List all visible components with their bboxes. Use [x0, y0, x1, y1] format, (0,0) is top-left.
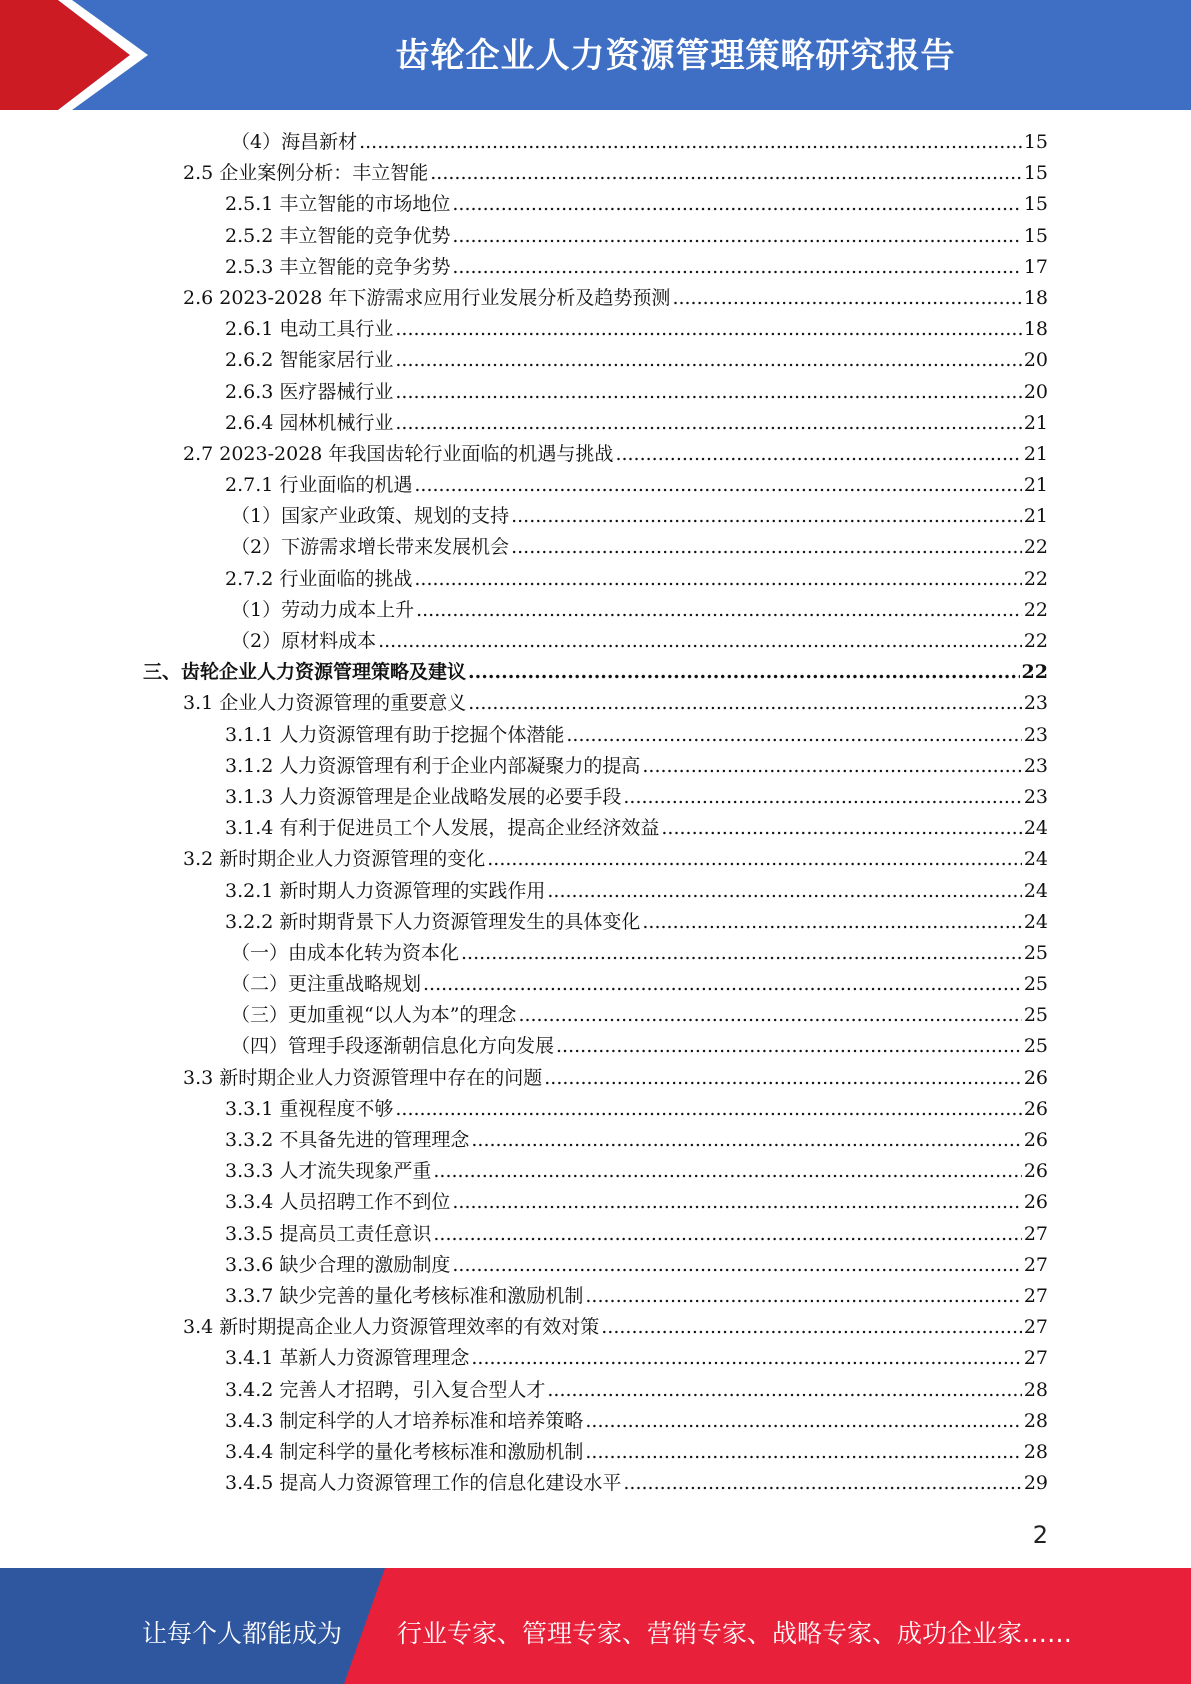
toc-entry-page: 21 — [1023, 411, 1048, 434]
toc-entry[interactable] — [0, 1094, 1191, 1125]
toc-dot-leader — [471, 1125, 1021, 1156]
toc-dot-leader — [359, 127, 1022, 158]
toc-entry-title: 3.3.6 缺少合理的激励制度 — [225, 1253, 451, 1276]
toc-entry[interactable] — [0, 377, 1191, 408]
toc-dot-leader — [642, 751, 1021, 782]
toc-entry-page: 24 — [1023, 879, 1048, 902]
toc-entry[interactable] — [0, 345, 1191, 376]
toc-entry-title: 3.4 新时期提高企业人力资源管理效率的有效对策 — [183, 1316, 600, 1339]
toc-entry-title: 3.3 新时期企业人力资源管理中存在的问题 — [183, 1066, 543, 1089]
page-number: 2 — [1032, 1521, 1048, 1549]
toc-entry-title: （二）更注重战略规划 — [231, 973, 422, 996]
toc-entry-page: 17 — [1023, 255, 1048, 278]
toc-entry[interactable] — [0, 1156, 1191, 1187]
toc-entry[interactable] — [0, 1063, 1191, 1094]
toc-entry[interactable] — [0, 470, 1191, 501]
toc-entry[interactable] — [0, 564, 1191, 595]
toc-entry-page: 20 — [1023, 349, 1048, 372]
toc-dot-leader — [414, 470, 1021, 501]
toc-entry[interactable] — [0, 1000, 1191, 1031]
toc-entry-title: 2.7.2 行业面临的挑战 — [225, 567, 413, 590]
toc-dot-leader — [395, 345, 1021, 376]
toc-dot-leader — [585, 1281, 1021, 1312]
toc-entry[interactable] — [0, 751, 1191, 782]
toc-dot-leader — [547, 876, 1021, 907]
toc-dot-leader — [461, 938, 1022, 969]
toc-entry[interactable] — [0, 283, 1191, 314]
toc-dot-leader — [468, 657, 1020, 688]
toc-entry[interactable] — [0, 501, 1191, 532]
toc-entry-page: 27 — [1023, 1284, 1048, 1307]
toc-entry-title: 3.4.3 制定科学的人才培养标准和培养策略 — [225, 1409, 584, 1432]
toc-entry[interactable] — [0, 1343, 1191, 1374]
toc-entry-page: 18 — [1023, 318, 1048, 341]
table-of-contents — [0, 127, 1191, 1499]
toc-entry[interactable] — [0, 720, 1191, 751]
toc-entry[interactable] — [0, 1406, 1191, 1437]
toc-entry-page: 26 — [1023, 1097, 1048, 1120]
toc-entry-title: 2.6 2023-2028 年下游需求应用行业发展分析及趋势预测 — [183, 286, 671, 309]
toc-entry-title: 3.1.1 人力资源管理有助于挖掘个体潜能 — [225, 723, 565, 746]
toc-entry-page: 26 — [1023, 1066, 1048, 1089]
toc-dot-leader — [585, 1437, 1021, 1468]
toc-dot-leader — [518, 1000, 1021, 1031]
toc-dot-leader — [615, 439, 1021, 470]
header-band — [0, 0, 1191, 110]
toc-entry-page: 15 — [1023, 193, 1048, 216]
toc-entry-page: 21 — [1023, 474, 1048, 497]
toc-entry-page: 15 — [1023, 162, 1048, 185]
toc-entry[interactable] — [0, 1031, 1191, 1062]
toc-entry[interactable] — [0, 844, 1191, 875]
toc-entry-page: 25 — [1023, 941, 1048, 964]
toc-entry[interactable] — [0, 938, 1191, 969]
toc-entry-title: 2.7 2023-2028 年我国齿轮行业面临的机遇与挑战 — [183, 442, 614, 465]
toc-dot-leader — [468, 688, 1022, 719]
toc-entry[interactable] — [0, 158, 1191, 189]
toc-entry-title: 3.4.1 革新人力资源管理理念 — [225, 1347, 470, 1370]
toc-entry[interactable] — [0, 876, 1191, 907]
toc-dot-leader — [395, 314, 1021, 345]
toc-entry-title: 2.7.1 行业面临的机遇 — [225, 474, 413, 497]
toc-entry-title: 2.6.3 医疗器械行业 — [225, 380, 394, 403]
toc-entry-page: 21 — [1023, 442, 1048, 465]
toc-dot-leader — [378, 626, 1022, 657]
toc-entry[interactable] — [0, 969, 1191, 1000]
toc-entry-title: 2.5.1 丰立智能的市场地位 — [225, 193, 451, 216]
toc-entry-title: 3.1.3 人力资源管理是企业战略发展的必要手段 — [225, 785, 622, 808]
toc-entry-page: 20 — [1023, 380, 1048, 403]
toc-entry-title: （1）国家产业政策、规划的支持 — [231, 505, 510, 528]
toc-entry-page: 25 — [1023, 1035, 1048, 1058]
toc-entry-title: 2.5.3 丰立智能的竞争劣势 — [225, 255, 451, 278]
toc-entry[interactable] — [0, 907, 1191, 938]
toc-entry-title: （1）劳动力成本上升 — [231, 598, 415, 621]
toc-dot-leader — [452, 252, 1021, 283]
toc-entry[interactable] — [0, 127, 1191, 158]
toc-dot-leader — [430, 158, 1022, 189]
toc-entry-page: 26 — [1023, 1160, 1048, 1183]
toc-entry-page: 27 — [1023, 1253, 1048, 1276]
toc-dot-leader — [601, 1312, 1022, 1343]
toc-entry-title: 3.1.2 人力资源管理有利于企业内部凝聚力的提高 — [225, 754, 641, 777]
toc-entry-title: 2.6.4 园林机械行业 — [225, 411, 394, 434]
toc-entry[interactable] — [0, 688, 1191, 719]
toc-dot-leader — [511, 501, 1022, 532]
toc-dot-leader — [452, 1187, 1021, 1218]
toc-entry-title: （三）更加重视“以人为本”的理念 — [231, 1004, 517, 1027]
toc-entry-page: 27 — [1023, 1347, 1048, 1370]
toc-entry-page: 29 — [1023, 1472, 1048, 1495]
toc-dot-leader — [433, 1219, 1021, 1250]
toc-entry-page: 25 — [1023, 973, 1048, 996]
toc-dot-leader — [395, 408, 1021, 439]
toc-entry-title: 2.6.1 电动工具行业 — [225, 318, 394, 341]
toc-dot-leader — [487, 844, 1022, 875]
toc-entry[interactable] — [0, 1468, 1191, 1499]
toc-entry[interactable] — [0, 1187, 1191, 1218]
toc-entry[interactable] — [0, 1250, 1191, 1281]
toc-entry-page: 24 — [1023, 848, 1048, 871]
toc-entry[interactable] — [0, 1125, 1191, 1156]
toc-entry-page: 22 — [1023, 536, 1048, 559]
toc-entry-title: 3.3.2 不具备先进的管理理念 — [225, 1129, 470, 1151]
toc-entry[interactable] — [0, 221, 1191, 252]
toc-dot-leader — [452, 1250, 1021, 1281]
toc-entry-title: 3.3.7 缺少完善的量化考核标准和激励机制 — [225, 1284, 584, 1307]
toc-entry-title: 3.4.2 完善人才招聘，引入复合型人才 — [225, 1378, 546, 1401]
toc-dot-leader — [672, 283, 1021, 314]
toc-entry-page: 21 — [1023, 505, 1048, 528]
toc-entry-title: 3.3.4 人员招聘工作不到位 — [225, 1191, 451, 1214]
toc-entry[interactable] — [0, 408, 1191, 439]
toc-entry[interactable] — [0, 1281, 1191, 1312]
toc-entry-title: 3.3.3 人才流失现象严重 — [225, 1160, 432, 1183]
toc-entry-title: 3.1 企业人力资源管理的重要意义 — [183, 692, 467, 715]
toc-entry-title: 3.4.5 提高人力资源管理工作的信息化建设水平 — [225, 1472, 622, 1495]
toc-entry-page: 25 — [1023, 1004, 1048, 1027]
toc-entry[interactable] — [0, 595, 1191, 626]
toc-entry-page: 23 — [1023, 692, 1048, 715]
toc-entry-page: 28 — [1023, 1409, 1048, 1432]
toc-entry[interactable] — [0, 314, 1191, 345]
toc-entry-page: 22 — [1021, 661, 1048, 684]
toc-entry[interactable] — [0, 1437, 1191, 1468]
toc-dot-leader — [414, 564, 1021, 595]
toc-entry-title: （一）由成本化转为资本化 — [231, 941, 460, 964]
toc-dot-leader — [623, 1468, 1021, 1499]
toc-dot-leader — [471, 1343, 1021, 1374]
toc-entry-title: 2.6.2 智能家居行业 — [225, 349, 394, 372]
toc-entry-page: 26 — [1023, 1191, 1048, 1214]
toc-entry[interactable] — [0, 626, 1191, 657]
toc-entry-page: 23 — [1023, 723, 1048, 746]
toc-entry-title: （4）海昌新材 — [231, 131, 358, 153]
toc-entry-title: 3.2.2 新时期背景下人力资源管理发生的具体变化 — [225, 910, 641, 933]
footer-band — [0, 1568, 1191, 1684]
toc-dot-leader — [395, 377, 1021, 408]
toc-entry-title: 2.5.2 丰立智能的竞争优势 — [225, 224, 451, 247]
toc-entry-page: 24 — [1023, 817, 1048, 840]
toc-entry-page: 22 — [1023, 567, 1048, 590]
toc-entry-page: 28 — [1023, 1440, 1048, 1463]
toc-entry[interactable] — [0, 1375, 1191, 1406]
toc-entry-title: 2.5 企业案例分析：丰立智能 — [183, 162, 429, 185]
toc-entry-page: 28 — [1023, 1378, 1048, 1401]
toc-dot-leader — [623, 782, 1021, 813]
toc-dot-leader — [556, 1031, 1022, 1062]
toc-entry[interactable] — [0, 657, 1191, 688]
toc-entry-title: 3.3.1 重视程度不够 — [225, 1097, 394, 1120]
toc-entry-page: 18 — [1023, 286, 1048, 309]
toc-entry-title: 三、齿轮企业人力资源管理策略及建议 — [143, 661, 467, 684]
toc-dot-leader — [566, 720, 1021, 751]
toc-dot-leader — [544, 1063, 1022, 1094]
toc-entry-title: 3.2 新时期企业人力资源管理的变化 — [183, 848, 486, 871]
toc-dot-leader — [452, 189, 1021, 220]
toc-entry-page: 22 — [1023, 630, 1048, 652]
toc-entry-page: 15 — [1023, 131, 1048, 153]
toc-dot-leader — [585, 1406, 1021, 1437]
toc-entry[interactable] — [0, 1312, 1191, 1343]
toc-entry-page: 27 — [1023, 1316, 1048, 1339]
header-arrow-graphic — [0, 0, 160, 110]
toc-entry-title: 3.4.4 制定科学的量化考核标准和激励机制 — [225, 1440, 584, 1463]
toc-entry-title: 3.1.4 有利于促进员工个人发展，提高企业经济效益 — [225, 817, 660, 840]
toc-entry-title: （2）下游需求增长带来发展机会 — [231, 536, 510, 559]
toc-dot-leader — [547, 1375, 1021, 1406]
toc-dot-leader — [511, 532, 1022, 563]
toc-dot-leader — [395, 1094, 1021, 1125]
toc-dot-leader — [642, 907, 1021, 938]
toc-entry[interactable] — [0, 813, 1191, 844]
toc-entry[interactable] — [0, 252, 1191, 283]
toc-entry-title: 3.2.1 新时期人力资源管理的实践作用 — [225, 879, 546, 902]
toc-entry-page: 23 — [1023, 754, 1048, 777]
toc-entry-page: 24 — [1023, 910, 1048, 933]
toc-entry[interactable] — [0, 782, 1191, 813]
toc-dot-leader — [661, 813, 1021, 844]
report-title: 齿轮企业人力资源管理策略研究报告 — [395, 36, 956, 76]
toc-entry-page: 15 — [1023, 224, 1048, 247]
toc-dot-leader — [433, 1156, 1021, 1187]
toc-entry-title: （2）原材料成本 — [231, 630, 377, 652]
toc-entry-page: 26 — [1023, 1129, 1048, 1151]
footer-slogan-right: 行业专家、管理专家、营销专家、战略专家、成功企业家…… — [397, 1619, 1073, 1648]
toc-entry[interactable] — [0, 532, 1191, 563]
footer-slogan-left: 让每个人都能成为 — [142, 1619, 343, 1648]
toc-entry-page: 27 — [1023, 1222, 1048, 1245]
toc-entry[interactable] — [0, 189, 1191, 220]
toc-dot-leader — [423, 969, 1022, 1000]
toc-entry[interactable] — [0, 439, 1191, 470]
toc-dot-leader — [416, 595, 1022, 626]
toc-entry-title: （四）管理手段逐渐朝信息化方向发展 — [231, 1035, 555, 1058]
toc-entry-title: 3.3.5 提高员工责任意识 — [225, 1222, 432, 1245]
toc-entry-page: 23 — [1023, 785, 1048, 808]
toc-entry[interactable] — [0, 1219, 1191, 1250]
toc-entry-page: 22 — [1023, 598, 1048, 621]
toc-dot-leader — [452, 221, 1021, 252]
